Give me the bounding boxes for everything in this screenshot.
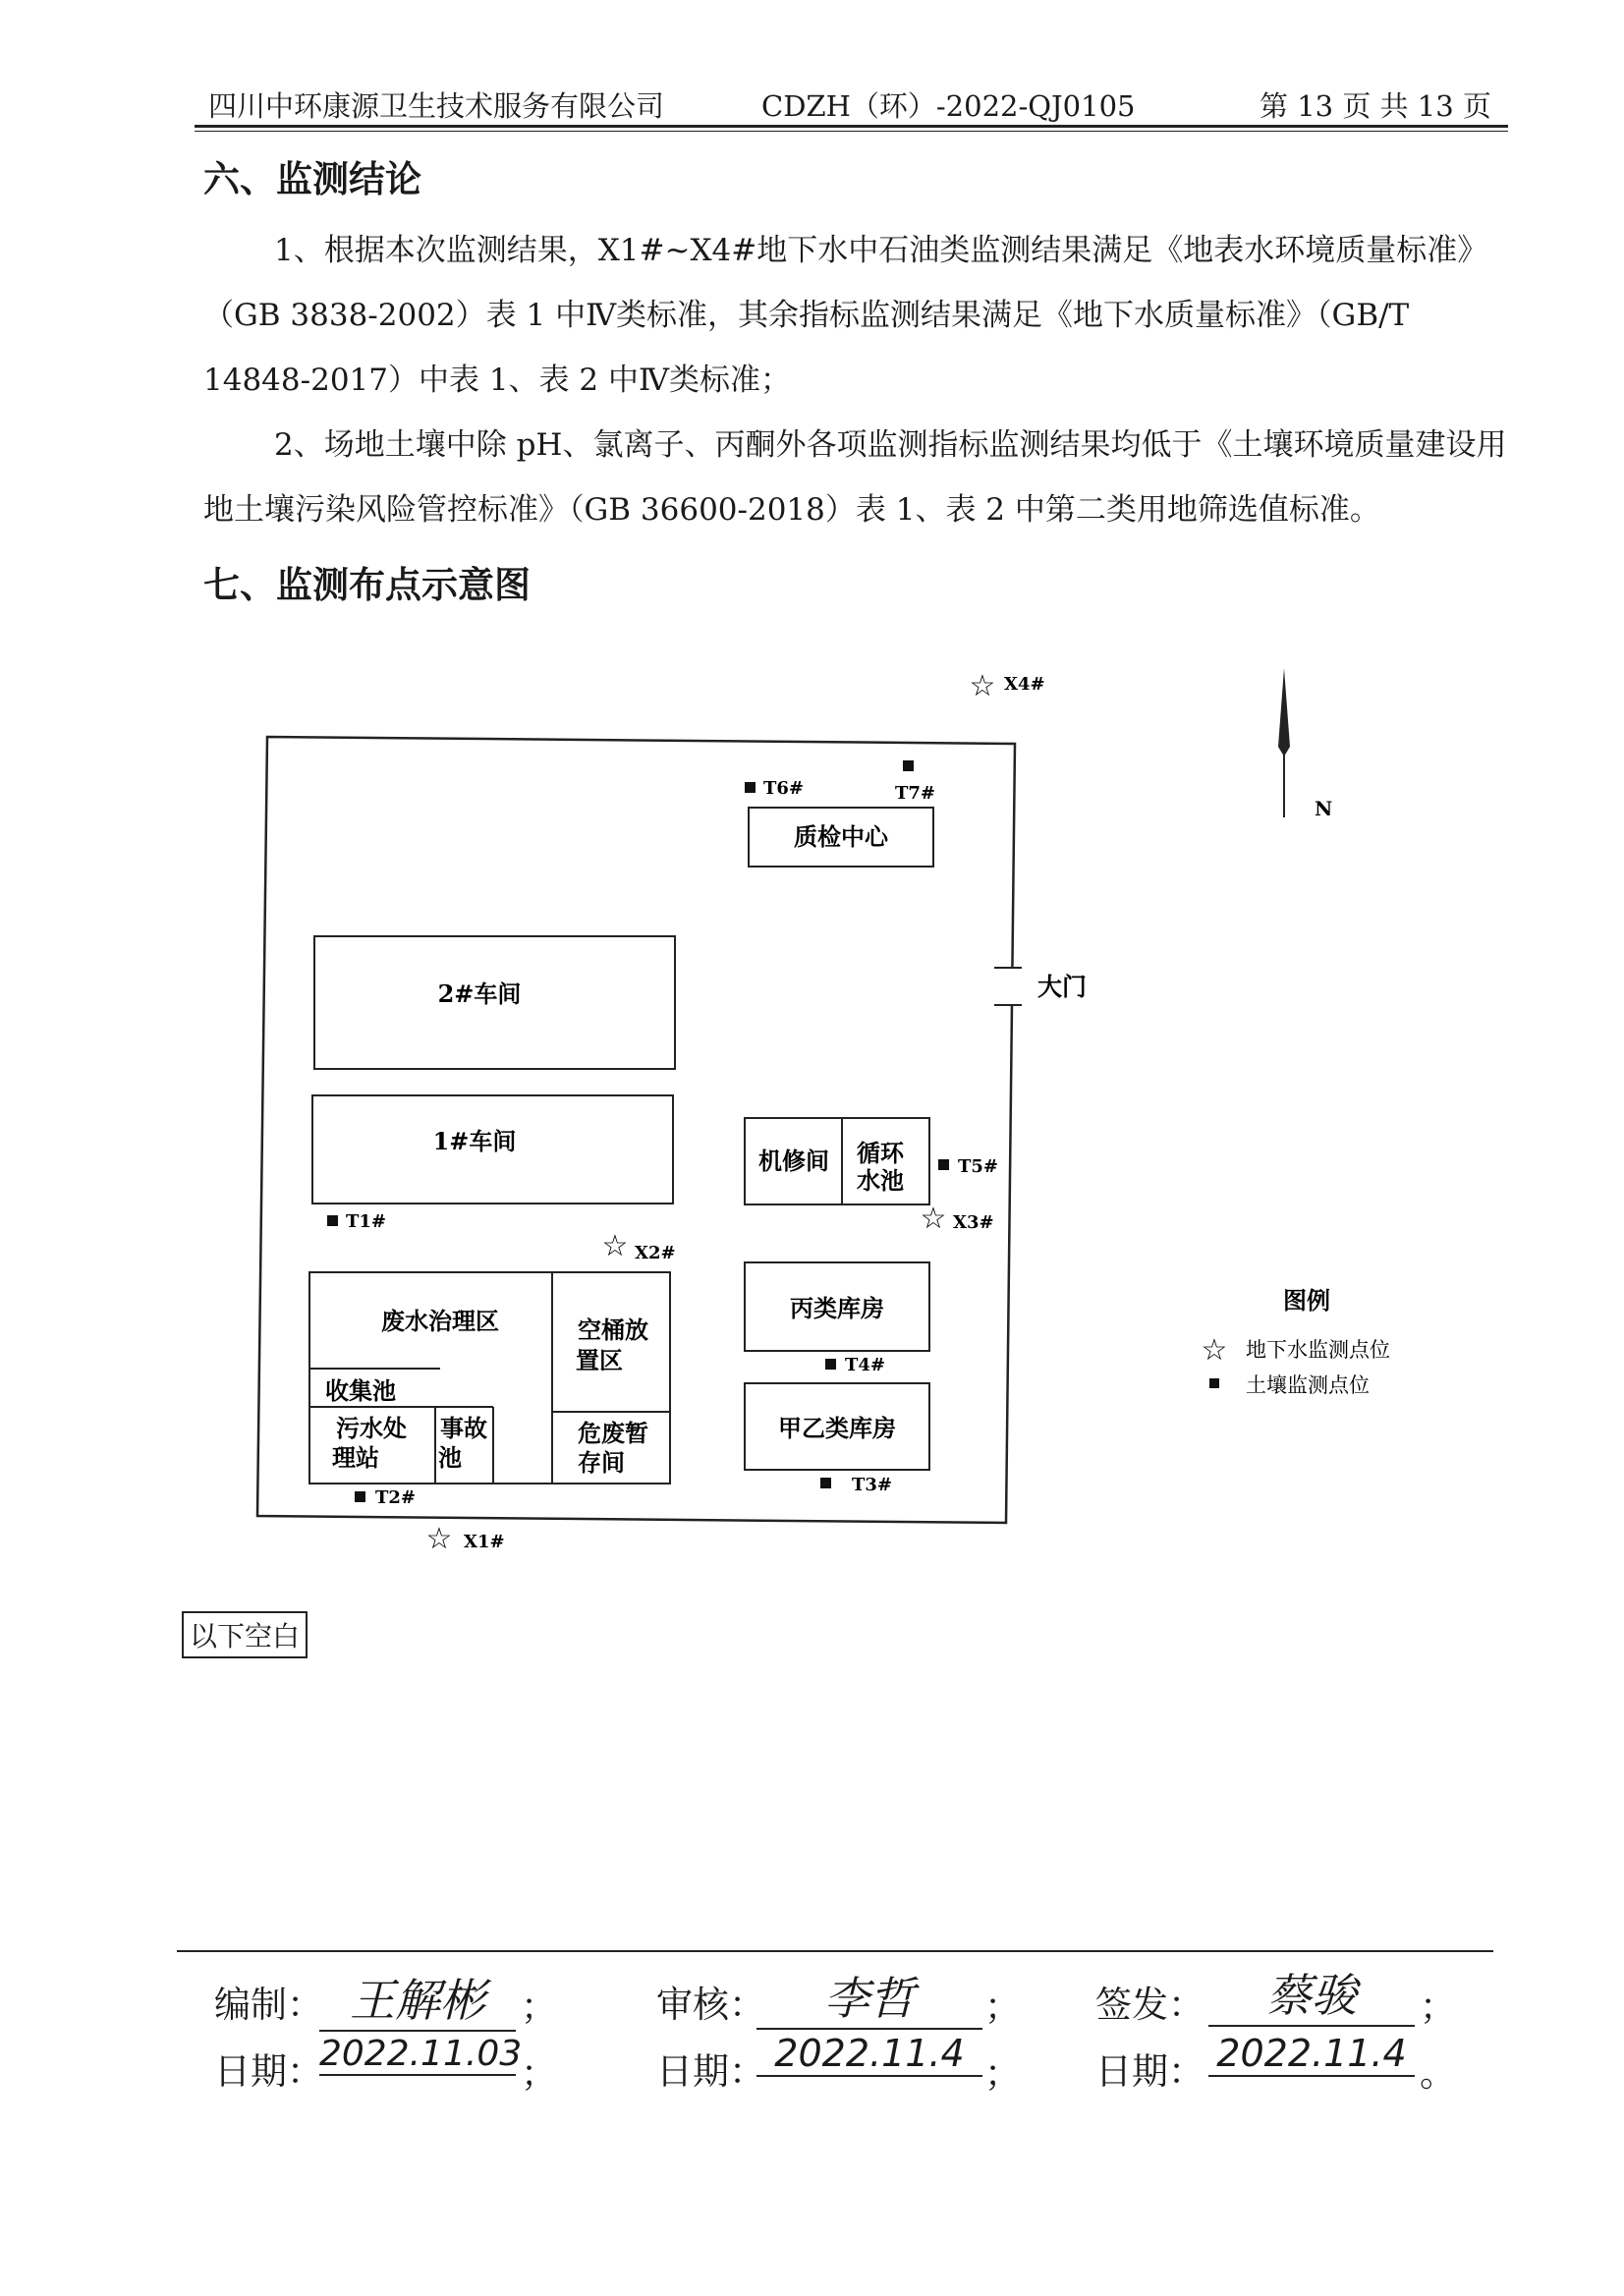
building-workshop-2-label: 2#车间 — [437, 980, 522, 1008]
gate-gap — [997, 968, 1027, 1005]
groundwater-point-X3-icon: ☆ — [920, 1202, 947, 1236]
building-pool-label-1: 循环 — [857, 1139, 904, 1167]
compile-sep: ； — [521, 1986, 557, 2028]
soil-point-T1-label: T1# — [346, 1211, 387, 1232]
building-qc-label: 质检中心 — [794, 822, 888, 851]
issue-date: 2022.11.4 — [1208, 2032, 1415, 2077]
review-sep: ； — [984, 1986, 1021, 2028]
compile-date-sep: ； — [521, 2052, 557, 2095]
building-pool-label-2: 水池 — [857, 1166, 904, 1195]
blank-below-note: 以下空白 — [182, 1611, 308, 1658]
sewage-station-label-2: 理站 — [332, 1443, 379, 1472]
soil-point-T3-label: T3# — [852, 1475, 893, 1495]
accident-pool-label-1: 事故 — [440, 1414, 487, 1442]
legend-square-icon — [1209, 1378, 1219, 1388]
soil-point-T4-label: T4# — [845, 1355, 886, 1375]
report-number: CDZH（环）-2022-QJ0105 — [761, 89, 1136, 123]
soil-point-T7-label: T7# — [895, 783, 936, 804]
header-rule-thin — [195, 131, 1508, 132]
building-workshop-1-label: 1#车间 — [432, 1127, 517, 1155]
conclusion-paragraph-1: 1、根据本次监测结果，X1#~X4#地下水中石油类监测结果满足《地表水环境质量标准》（GB 3838-2002）表 1 中Ⅳ类标准，其余指标监测结果满足《地下水质量标准》（GB/T 14848-2017）中表 1、表 2 中Ⅳ类标准； — [203, 233, 1488, 398]
collect-pool-label: 收集池 — [325, 1376, 396, 1405]
groundwater-point-X4-icon: ☆ — [969, 669, 996, 703]
groundwater-point-X4-label: X4# — [1004, 674, 1045, 695]
sewage-station-label-1: 污水处 — [336, 1414, 407, 1442]
soil-point-T1 — [327, 1215, 338, 1226]
monitoring-layout-diagram — [226, 648, 1434, 1582]
signature-rule — [177, 1950, 1493, 1952]
north-arrow-icon — [1278, 668, 1290, 817]
issue-date-end: 。 — [1420, 2052, 1456, 2095]
barrel-area-label-2: 置区 — [576, 1346, 623, 1374]
soil-point-T7 — [903, 760, 914, 771]
hazard-storage-label-1: 危废暂 — [578, 1419, 648, 1447]
compile-signature: 王解彬 — [319, 1965, 516, 2032]
groundwater-point-X2-icon: ☆ — [601, 1229, 629, 1263]
legend-star-icon: ☆ — [1201, 1333, 1228, 1368]
building-jiayi-label: 甲乙类库房 — [778, 1414, 896, 1442]
soil-point-T4 — [825, 1359, 836, 1370]
soil-point-T6 — [745, 782, 756, 793]
issue-sep: ； — [1420, 1986, 1456, 2028]
barrel-area-label-1: 空桶放 — [578, 1316, 648, 1344]
soil-point-T6-label: T6# — [763, 778, 805, 799]
review-date-label: 日期： — [656, 2050, 765, 2093]
review-label: 审核： — [656, 1984, 765, 2026]
review-date-sep: ； — [984, 2052, 1021, 2095]
gate-label: 大门 — [1037, 973, 1088, 1001]
building-bing-label: 丙类库房 — [790, 1294, 884, 1322]
soil-point-T5 — [938, 1159, 949, 1170]
soil-point-T3 — [820, 1478, 831, 1488]
groundwater-point-X2-label: X2# — [635, 1243, 676, 1263]
site-boundary — [257, 737, 1015, 1523]
north-label: N — [1315, 797, 1333, 820]
accident-pool-label-2: 池 — [438, 1443, 462, 1472]
review-date: 2022.11.4 — [756, 2032, 982, 2077]
issue-label: 签发： — [1095, 1984, 1204, 2026]
soil-point-T2-label: T2# — [375, 1487, 417, 1508]
conclusion-paragraph-2: 2、场地土壤中除 pH、氯离子、丙酮外各项监测指标监测结果均低于《土壤环境质量建设用地土壤污染风险管控标准》（GB 36600-2018）表 1、表 2 中第二类用地筛选值标准。 — [203, 427, 1507, 528]
review-signature: 李哲 — [756, 1963, 982, 2030]
legend-soil-label: 土壤监测点位 — [1246, 1373, 1370, 1397]
header-rule — [195, 125, 1508, 128]
groundwater-point-X1-icon: ☆ — [425, 1522, 453, 1556]
zone-wastewater-label: 废水治理区 — [381, 1307, 499, 1335]
page-number: 第 13 页 共 13 页 — [1260, 89, 1491, 123]
compile-date: 2022.11.03 — [319, 2034, 523, 2074]
compile-label: 编制： — [214, 1984, 323, 2026]
building-repair-label: 机修间 — [758, 1147, 829, 1175]
soil-point-T5-label: T5# — [958, 1156, 999, 1177]
section7-title: 七、监测布点示意图 — [203, 564, 531, 606]
issue-signature: 蔡骏 — [1208, 1960, 1415, 2027]
groundwater-point-X1-label: X1# — [464, 1532, 505, 1552]
soil-point-T2 — [355, 1491, 365, 1502]
legend-groundwater-label: 地下水监测点位 — [1246, 1338, 1390, 1362]
hazard-storage-label-2: 存间 — [578, 1448, 625, 1477]
company-name: 四川中环康源卫生技术服务有限公司 — [208, 89, 665, 123]
legend-title: 图例 — [1283, 1286, 1330, 1315]
compile-date-label: 日期： — [214, 2050, 323, 2093]
section6-title: 六、监测结论 — [203, 158, 421, 200]
groundwater-point-X3-label: X3# — [953, 1212, 994, 1233]
issue-date-label: 日期： — [1095, 2050, 1204, 2093]
